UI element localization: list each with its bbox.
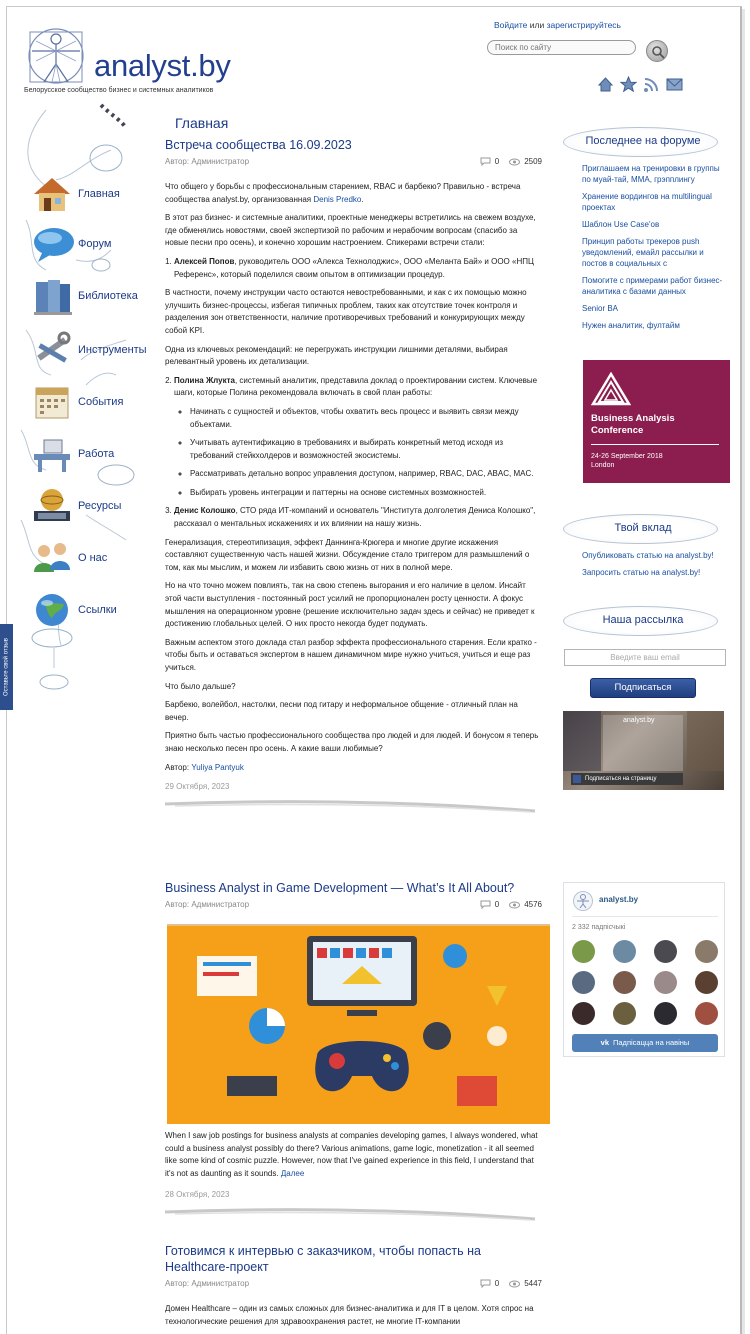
forum-title: Последнее на форуме (585, 135, 701, 147)
post-author: Автор: Администратор (165, 157, 250, 166)
avatar[interactable] (572, 940, 595, 963)
post-body (165, 181, 542, 774)
newsletter-title: Наша рассылка (602, 614, 684, 626)
login-link[interactable]: Войдите (494, 20, 528, 30)
post-excerpt-text: When I saw job postings for business analysts at companies developing games, I always wondered, what could a business analyst possibly do there? Various animations, game logic, monetization - it all seemed like some kind of cosmic puzzle. However, now that I've gained experience in this field, I understand that it's not as daunting as it sounds. (165, 1131, 538, 1178)
globe-resources-icon (28, 484, 76, 528)
post-meta (165, 157, 542, 171)
author-link[interactable]: Yuliya Pantyuk (191, 762, 244, 772)
speech-bubble-icon (28, 222, 76, 266)
nav-item-tools[interactable] (28, 328, 158, 372)
post-date: 29 Октября, 2023 (165, 782, 230, 792)
eye-icon (509, 901, 520, 909)
forum-topic-link[interactable]: Помогите с примерами работ бизнес-аналитика с базами данных (582, 276, 723, 296)
post-date: 28 Октября, 2023 (165, 1190, 230, 1200)
contribution-links (563, 550, 728, 578)
instagram-photo (563, 711, 601, 771)
post-excerpt: Домен Healthcare – один из самых сложных для бизнес-аналитика и для IT в целом. Хотя спрос на технологические решения для здравоохранения растет, не многие IT-компании (165, 1304, 534, 1326)
avatar[interactable] (613, 971, 636, 994)
avatar[interactable] (572, 1002, 595, 1025)
breadcrumb: Главная (175, 115, 229, 131)
speaker-name: Полина Жлукта (174, 375, 235, 385)
speaker-text: , СТО ряда ИТ-компаний и основатель "Института долголетия Дениса Колошко", рассказал о ментальных искажениях и их влиянии на нашу жизнь. (174, 506, 536, 529)
comment-count: 0 (494, 1279, 500, 1288)
post-paragraph: Одна из ключевых рекомендаций: не перегружать инструкции лишними деталями, выбирая релевантный уровень их детализации. (165, 344, 508, 367)
vk-avatar (573, 891, 593, 911)
conference-title-line1: Business Analysis (591, 413, 675, 424)
avatar[interactable] (654, 971, 677, 994)
tagline: Белорусское сообщество бизнес и системных аналитиков (24, 87, 214, 94)
vk-followers: 2 332 падпісчыкі (572, 924, 626, 931)
conference-logo-icon (591, 372, 631, 406)
forum-topic-link[interactable]: Приглашаем на тренировки в группы по муай-тай, ММА, грэпплингу (582, 164, 720, 184)
feedback-tab[interactable]: Оставьте свой отзыв (0, 624, 13, 710)
post-body (165, 1130, 542, 1180)
search-input[interactable] (487, 40, 636, 55)
books-icon (28, 274, 76, 318)
conference-divider (591, 444, 719, 445)
post-intro-text: Что общего у борьбы с профессиональным старением, RBAC и барбекю? Правильно - встреча сообщества analyst.by, организованная (165, 182, 521, 204)
nav-item-links[interactable] (28, 588, 158, 632)
speaker-item (174, 505, 542, 530)
post-title[interactable]: Готовимся к интервью с заказчиком, чтобы попасть на Healthcare-проект (165, 1244, 481, 1274)
post-paragraph: Важным аспектом этого доклада стал разбор эффекта профессионального старения. Если кратко - чтобы быть и оставаться экспертом в нашем динамичном мире нужно учиться, учиться и еще раз учиться. (165, 637, 537, 672)
post-author: Автор: Администратор (165, 1279, 250, 1288)
nav-label-library: Библиотека (78, 290, 138, 302)
post-paragraph: Барбекю, волейбол, настолки, песни под гитару и неформальное общение - отличный план на вечер. (165, 700, 518, 722)
forum-topic-link[interactable]: Хранение вордингов на multilingual проектах (582, 192, 712, 212)
nav-item-forum[interactable] (28, 222, 158, 266)
avatar[interactable] (654, 1002, 677, 1025)
contribution-widget (563, 514, 728, 584)
step-item: ◦ Рассматривать детально вопрос управления доступом, например, RBAC, DAC, ABAC, MAC. (190, 468, 542, 481)
forum-heading (563, 127, 718, 159)
comment-icon (480, 1279, 491, 1288)
post-author-line (165, 762, 542, 775)
organizer-link[interactable]: Denis Predko (313, 194, 362, 204)
post-paragraph: В частности, почему инструкции часто остаются невостребованными, и как с их помощью можно улучшить бизнес-процессы, избегая типичных проблем, таких как отсутствие точек контроля и разделения зон ответственности, наличие противоречивых требований и конкурирующих между собой KPI. (165, 288, 527, 335)
comment-count: 0 (494, 157, 500, 166)
avatar[interactable] (695, 971, 718, 994)
conference-dates: 24-26 September 2018 (591, 453, 663, 460)
post-separator (165, 799, 542, 813)
contribution-heading (563, 514, 718, 546)
vk-subscribe-label: Падпісацца на навіны (613, 1038, 690, 1047)
step-item: ◦ Выбирать уровень интеграции и паттерны на основе системных возможностей. (190, 487, 542, 500)
nav-label-resources: Ресурсы (78, 500, 122, 512)
nav-label-jobs: Работа (78, 448, 115, 460)
eye-icon (509, 158, 520, 166)
post-card (165, 137, 542, 813)
vitruvian-logo-icon[interactable] (22, 26, 90, 86)
nav-item-jobs[interactable] (28, 432, 158, 476)
instagram-banner[interactable] (563, 711, 724, 790)
view-count: 4576 (524, 900, 542, 909)
forum-widget (563, 127, 728, 337)
forum-topic-link[interactable]: Принцип работы трекеров push уведомлений, емайл рассылки и постов в социальных с (582, 237, 704, 268)
post-intro: Что общего у борьбы с профессиональным старением, RBAC и барбекю? Правильно - встреча сообщества analyst.by, организованная Denis Predko. (165, 182, 521, 204)
people-icon (28, 536, 76, 580)
desk-icon (28, 432, 76, 476)
avatar[interactable] (695, 940, 718, 963)
house-icon (28, 172, 76, 216)
facebook-icon (573, 775, 581, 783)
avatar[interactable] (695, 1002, 718, 1025)
post-title[interactable]: Business Analyst in Game Development — What’s It All About? (165, 881, 515, 895)
post-separator (165, 1207, 542, 1221)
nav-label-forum: Форум (78, 238, 112, 250)
avatar[interactable] (613, 1002, 636, 1025)
author-label: Автор: (165, 762, 190, 772)
nav-item-resources[interactable] (28, 484, 158, 528)
view-count: 2509 (524, 157, 542, 166)
nav-item-events[interactable] (28, 380, 158, 424)
vk-member-grid (572, 940, 718, 1030)
site-title[interactable]: analyst.by (94, 48, 231, 83)
forum-topic-link[interactable]: Senior BA (582, 304, 619, 313)
globe-icon (28, 588, 76, 632)
vk-group-name[interactable]: analyst.by (599, 895, 639, 904)
vk-widget (563, 882, 725, 1057)
nav-label-events: События (78, 396, 124, 408)
speaker-name: Алексей Попов (174, 256, 235, 266)
comment-count: 0 (494, 900, 500, 909)
subscribe-button[interactable]: Подписаться (590, 678, 696, 698)
conference-city: London (591, 462, 615, 469)
register-link[interactable]: зарегистрируйтесь (546, 20, 621, 30)
avatar[interactable] (613, 940, 636, 963)
post-card (165, 1243, 542, 1334)
sidebar (16, 100, 161, 700)
home-icon[interactable] (597, 76, 614, 93)
instagram-name: analyst.by (623, 717, 655, 724)
post-author: Автор: Администратор (165, 900, 250, 909)
nav-label-tools: Инструменты (78, 344, 147, 356)
conference-banner[interactable] (583, 360, 730, 483)
post-body (165, 1303, 542, 1328)
newsletter-widget (563, 606, 728, 638)
auth-links (494, 20, 621, 30)
post-stats (480, 1279, 542, 1288)
star-icon[interactable] (620, 76, 637, 93)
read-more-link[interactable]: Далее (280, 1168, 305, 1178)
nav-item-library[interactable] (28, 274, 158, 318)
conference-title-line2: Conference (591, 425, 644, 436)
nav-label-about: О нас (78, 552, 108, 564)
top-icons (597, 76, 683, 93)
step-item: ◦ Учитывать аутентификацию в требованиях и выбирать конкретный метод исходя из требований стейкхолдеров и возможностей экосистемы. (190, 437, 542, 462)
comment-icon (480, 157, 491, 166)
post-meta (165, 900, 542, 914)
rss-icon[interactable] (643, 76, 660, 93)
post-paragraph: Что было дальше? (165, 681, 236, 691)
instagram-follow-button[interactable]: Подписаться на страницу (571, 773, 683, 785)
tools-icon (28, 328, 76, 372)
publish-article-link[interactable]: Опубликовать статью на analyst.by! (582, 551, 714, 560)
post-paragraph: Приятно быть частью профессионального сообщества про людей и для людей. И бонусом я теперь знаю несколько песен про осень. А какие ваши любимые? (165, 731, 539, 753)
speaker-text: , руководитель ООО «Алекса Технолоджис», ООО «Меланта Бай» и ООО «НПЦ Референс», который поделился своим опытом в оптимизации процедур. (174, 256, 534, 279)
post-stats (480, 900, 542, 909)
avatar[interactable] (572, 971, 595, 994)
search-icon (651, 45, 665, 59)
email-field[interactable]: Введите ваш email (564, 649, 726, 666)
vk-divider (572, 916, 718, 917)
post-excerpt (165, 1130, 542, 1180)
post-meta (165, 1279, 542, 1293)
step-item: ◦ Начинать с сущностей и объектов, чтобы охватить весь процесс и выявить связи между объектами. (190, 406, 542, 431)
post-paragraph: Но на что точно можем повлиять, так на свою степень выгорания и его наличие в целом. Инсайт этой части выступления - постоянный рост усилий не пропорционален росту ценности. А фокус мышления на операционном уровне (решение исключительно задач здесь и сейчас) не приведет к достижению глобальных целей. О них просто некогда будет подумать. (165, 581, 535, 629)
forum-list (563, 163, 728, 331)
mail-icon[interactable] (666, 76, 683, 93)
search-button[interactable] (646, 40, 668, 62)
nav-item-home[interactable] (28, 172, 158, 216)
eye-icon (509, 1280, 520, 1288)
speaker-text: , системный аналитик, представила доклад о проектировании систем. Ключевые шаги, которые Полина рекомендовала включать в свой план работы: (174, 375, 538, 398)
post-title[interactable]: Встреча сообщества 16.09.2023 (165, 138, 352, 152)
contribution-title: Твой вклад (614, 522, 672, 534)
comment-icon (480, 900, 491, 909)
view-count: 5447 (524, 1279, 542, 1288)
auth-or-text: или (529, 20, 545, 30)
newsletter-heading (563, 606, 718, 638)
instagram-photo (687, 711, 724, 771)
vk-logo-icon: vk (600, 1038, 609, 1047)
vk-subscribe-button[interactable] (572, 1034, 718, 1052)
speaker-item (174, 375, 542, 500)
post-stats (480, 157, 542, 166)
nav-label-home: Главная (78, 188, 120, 200)
request-article-link[interactable]: Запросить статью на analyst.by! (582, 568, 701, 577)
speaker-name: Денис Колошко (174, 506, 236, 516)
forum-topic-link[interactable]: Шаблон Use Case'ов (582, 220, 660, 229)
post-card (165, 880, 542, 1221)
speaker-item (174, 256, 542, 281)
post-paragraph: В этот раз бизнес- и системные аналитики, проектные менеджеры встретились на свежем воздухе, где обменялись новостями, своей экспертизой по рабочим и нерабочим вопросам (спасибо за новые песни про осень), и конечно хорошим настроением. Спикерами встречи стали: (165, 213, 536, 248)
post-paragraph: Генерализация, стереотипизация, эффект Даннинга-Крюгера и многие другие искажения составляют существенную часть нашей жизни. Обсуждение стало триггером для размышлений о том, как мы мыслим, и можем ли избавить свою жизнь от них в полной мере. (165, 537, 530, 572)
nav-label-links: Ссылки (78, 604, 117, 616)
calendar-icon (28, 380, 76, 424)
nav-item-about[interactable] (28, 536, 158, 580)
forum-topic-link[interactable]: Нужен аналитик, фултайм (582, 321, 680, 330)
game-development-illustration[interactable] (167, 924, 550, 1124)
avatar[interactable] (654, 940, 677, 963)
